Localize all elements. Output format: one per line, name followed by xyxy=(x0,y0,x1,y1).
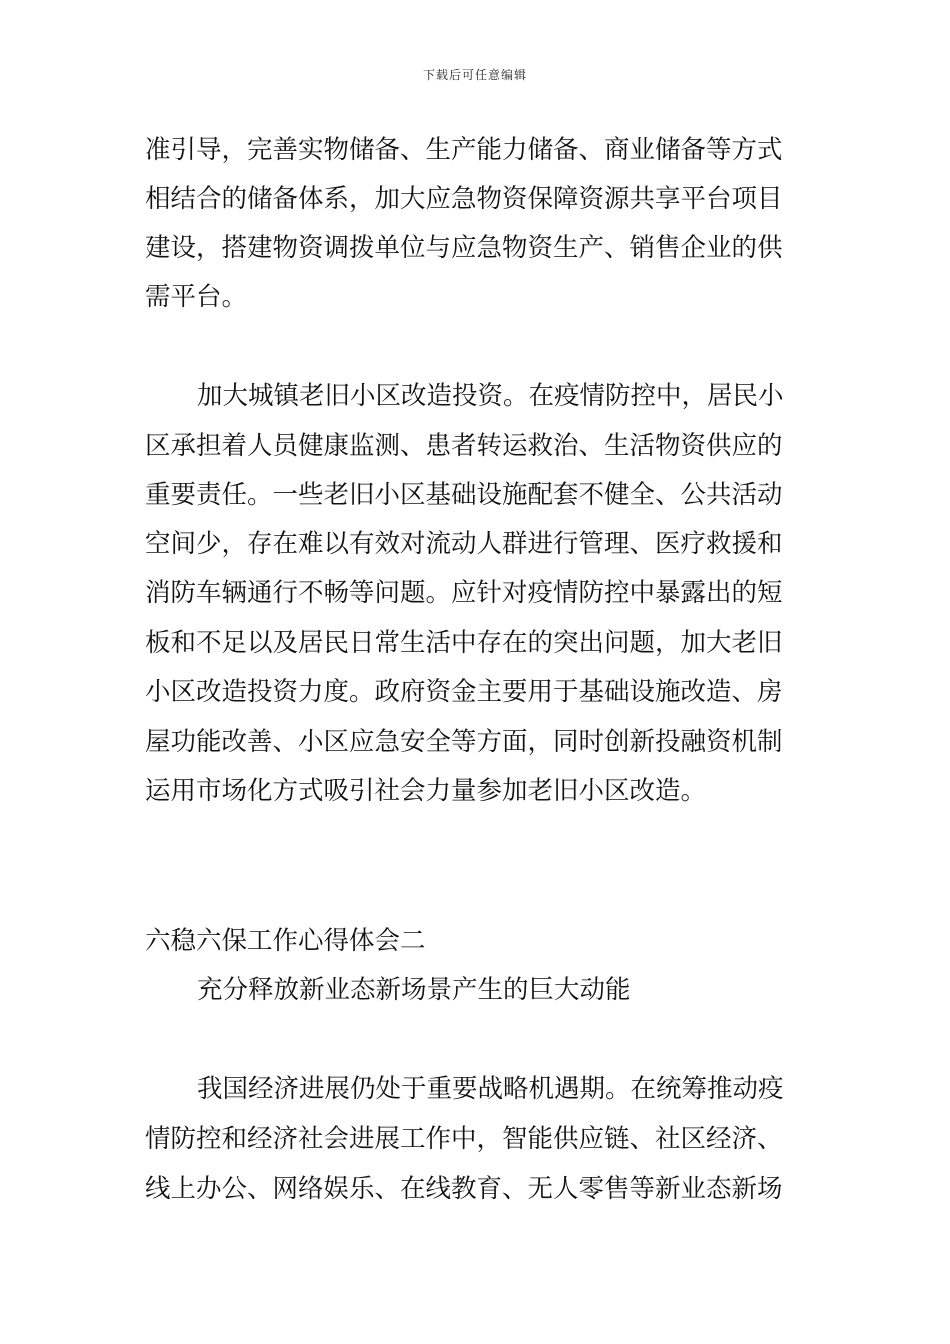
paragraph-line: 区承担着人员健康监测、患者转运救治、生活物资供应的 xyxy=(145,431,783,461)
paragraph-line: 重要责任。一些老旧小区基础设施配套不健全、公共活动 xyxy=(145,480,783,510)
paragraph-line: 情防控和经济社会进展工作中，智能供应链、社区经济、 xyxy=(145,1124,783,1154)
section-title: 六稳六保工作心得体会二 xyxy=(145,926,426,956)
paragraph-line: 准引导，完善实物储备、生产能力储备、商业储备等方式 xyxy=(145,135,783,165)
paragraph-line: 建设，搭建物资调拨单位与应急物资生产、销售企业的供 xyxy=(145,233,783,263)
section-subtitle: 充分释放新业态新场景产生的巨大动能 xyxy=(197,975,631,1005)
paragraph-line: 加大城镇老旧小区改造投资。在疫情防控中，居民小 xyxy=(197,381,784,411)
paragraph-line: 空间少，存在难以有效对流动人群进行管理、医疗救援和 xyxy=(145,529,783,559)
paragraph-line: 小区改造投资力度。政府资金主要用于基础设施改造、房 xyxy=(145,677,783,707)
paragraph-line: 运用市场化方式吸引社会力量参加老旧小区改造。 xyxy=(145,776,707,806)
paragraph-line: 消防车辆通行不畅等问题。应针对疫情防控中暴露出的短 xyxy=(145,578,783,608)
paragraph-line: 相结合的储备体系，加大应急物资保障资源共享平台项目 xyxy=(145,184,783,214)
page-header: 下载后可任意编辑 xyxy=(422,68,527,82)
paragraph-line: 线上办公、网络娱乐、在线教育、无人零售等新业态新场 xyxy=(145,1174,783,1204)
paragraph-line: 屋功能改善、小区应急安全等方面，同时创新投融资机制 xyxy=(145,727,783,757)
paragraph-line: 板和不足以及居民日常生活中存在的突出问题，加大老旧 xyxy=(145,628,783,658)
paragraph-line: 我国经济进展仍处于重要战略机遇期。在统筹推动疫 xyxy=(197,1074,784,1104)
paragraph-line: 需平台。 xyxy=(145,282,248,312)
